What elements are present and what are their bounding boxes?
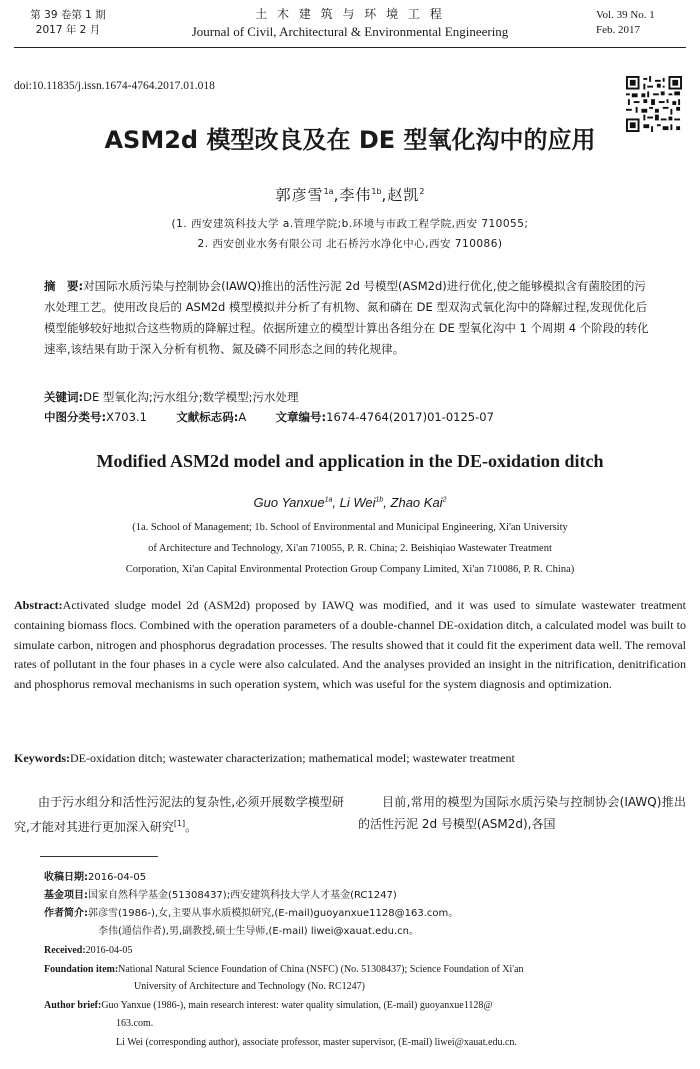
received-date-en: 2016-04-05 xyxy=(85,945,133,956)
author-brief-text-en: Guo Yanxue (1986-), main research interest: water quality simulation, (E-mail) guoyanxue1128@ xyxy=(101,1000,493,1011)
journal-name-cn: 土 木 建 筑 与 环 境 工 程 xyxy=(255,7,445,21)
received-label-en: Received: xyxy=(44,945,86,956)
author-brief-label-cn: 作者简介: xyxy=(44,908,88,919)
author-brief-text-cn: 郭彦雪(1986-),女,主要从事水质模拟研究,(E-mail)guoyanxue1128@163.com。 xyxy=(88,908,459,919)
journal-name-en: Journal of Civil, Architectural & Environmental Engineering xyxy=(191,24,509,39)
abstract-cn xyxy=(44,276,656,360)
author-list-en: Guo Yanxue$^{1a}$, Li Wei$^{1b}$, Zhao Kai$^2$ xyxy=(253,495,447,510)
footnote-author-cn-2: 李伟(通信作者),男,副教授,硕士生导师,(E-mail) liwei@xauat.edu.cn。 xyxy=(98,926,419,937)
article-number-value: 1674-4764(2017)01-0125-07 xyxy=(326,410,494,424)
running-head-volume xyxy=(18,8,118,38)
keywords-text-en: DE-oxidation ditch; wastewater characterization; mathematical model; wastewater treatment xyxy=(70,751,515,765)
received-date-cn: 2016-04-05 xyxy=(88,872,147,883)
fund-text-en: National Natural Science Foundation of China (NSFC) (No. 51308437); Science Foundation of Xi'an xyxy=(118,964,524,975)
footnote-received-en xyxy=(44,943,684,958)
keywords-label-en: Keywords: xyxy=(14,751,70,765)
affiliation-line: (1a. School of Management; 1b. School of Environmental and Municipal Engineering, Xi'an University xyxy=(132,522,568,533)
footnote-divider xyxy=(40,856,158,857)
author-list-cn: 郭彦雪$^{1a}$,李伟$^{1b}$,赵凯$^2$ xyxy=(275,186,425,204)
keywords-label-cn: 关键词: xyxy=(44,390,84,404)
body-paragraph: 由于污水组分和活性污泥法的复杂性,必须开展数学模型研究,才能对其进行更加深入研究 xyxy=(14,795,344,834)
header-divider xyxy=(14,47,686,48)
keywords-cn xyxy=(44,387,656,408)
running-head-journal xyxy=(140,6,560,40)
author-brief-label-en: Author brief: xyxy=(44,1000,102,1011)
footnote-fund-en-2: University of Architecture and Technology (No. RC1247) xyxy=(134,981,366,992)
affiliation-line: 2. 西安创业水务有限公司 北石桥污水净化中心,西安 710086) xyxy=(197,238,503,250)
body-paragraph-end: 。 xyxy=(185,820,198,834)
fund-label-en: Foundation item: xyxy=(44,964,119,975)
footnote-author-en-3: Li Wei (corresponding author), associate professor, master supervisor, (E-mail) liwei@xauat.edu.cn. xyxy=(116,1037,517,1048)
author-affiliation-mark: 2 xyxy=(419,187,425,196)
footnote-received-cn xyxy=(44,870,684,885)
fund-label-cn: 基金项目: xyxy=(44,890,88,901)
author-affiliation-mark: 1b xyxy=(375,496,384,504)
date-en: Feb. 2017 xyxy=(596,24,640,36)
body-paragraph: 目前,常用的模型为国际水质污染与控制协会(IAWQ)推出的活性污泥 2d 号模型(ASM2d),各国 xyxy=(358,795,686,831)
abstract-text-en: Activated sludge model 2d (ASM2d) proposed by IAWQ was modified, and it was used to simulate wastewater treatment containing biomass flocs. Combined with the operation parameters of a double-channel DE-oxidation ditch, a calculated model was built to simulate carbon, nitrogen and phosphorus degradation processes. The results showed that it could fit the experiment data well. The removal rates of pollutant in the four phases in a cycle were also calculated. And the analyses provided an insight in the nitrification, denitrification and phosphorus removal mechanisms in such operation system, which was useful for the system diagnosis and optimization. xyxy=(14,598,686,692)
author-affiliation-mark: 1b xyxy=(371,187,382,196)
author-name: Li Wei xyxy=(339,495,376,510)
clc-label: 中图分类号: xyxy=(44,410,107,424)
doc-code-value: A xyxy=(238,410,247,424)
running-head-volume-en xyxy=(596,8,682,38)
paper-title-en: Modified ASM2d model and application in the DE-oxidation ditch xyxy=(96,451,604,471)
date-cn: 2017 年 2 月 xyxy=(35,24,101,36)
footnote-author-en-2: 163.com. xyxy=(116,1018,154,1029)
author-name: Zhao Kai xyxy=(390,495,443,510)
doc-code-label: 文献标志码: xyxy=(176,410,239,424)
volume-issue-en: Vol. 39 No. 1 xyxy=(596,9,655,21)
author-affiliation-mark: 1a xyxy=(324,496,333,504)
volume-issue-cn: 第 39 卷第 1 期 xyxy=(30,9,106,21)
footnote-author-en xyxy=(44,998,684,1013)
author-name: Guo Yanxue xyxy=(253,495,325,510)
keywords-text-cn: DE 型氧化沟;污水组分;数学模型;污水处理 xyxy=(83,390,299,404)
affiliation-line: Corporation, Xi'an Capital Environmental Protection Group Company Limited, Xi'an 710086, P. R. China) xyxy=(125,564,575,575)
author-affiliation-mark: 1a xyxy=(323,187,334,196)
clc-value: X703.1 xyxy=(106,410,147,424)
body-column-left xyxy=(14,791,344,838)
author-name: 李伟 xyxy=(339,186,372,204)
affiliation-line: of Architecture and Technology, Xi'an 710055, P. R. China; 2. Beishiqiao Wastewater Treatment xyxy=(148,543,552,554)
author-name: 郭彦雪 xyxy=(275,186,324,204)
abstract-label-cn: 摘 要: xyxy=(44,279,84,293)
citation-ref: [1] xyxy=(173,819,186,828)
article-number-label: 文章编号: xyxy=(275,410,327,424)
footnote-fund-cn xyxy=(44,888,684,903)
footnote-author-cn xyxy=(44,906,684,921)
paper-title-cn: ASM2d 模型改良及在 DE 型氧化沟中的应用 xyxy=(104,126,596,154)
author-affiliation-mark: 2 xyxy=(442,496,447,504)
abstract-label-en: Abstract: xyxy=(14,598,63,612)
abstract-en xyxy=(14,596,686,695)
abstract-text-cn: 对国际水质污染与控制协会(IAWQ)推出的活性污泥 2d 号模型(ASM2d)进行优化,使之能够模拟含有菌胶团的污水处理工艺。使用改良后的 ASM2d 模型模拟并分析了有机物、氮和磷在 DE 型双沟式氧化沟中的降解过程,发现优化后模型能够较好地拟合这些物质的降解过程。依据所建立的模型计算出各组分在 DE 型氧化沟中 1 个周期 4 个阶段的转化速率,该结果有助于深入分析有机物、氮及磷不同形态之间的转化规律。 xyxy=(44,279,649,356)
keywords-en xyxy=(14,751,686,766)
body-column-right xyxy=(358,791,686,835)
fund-text-cn: 国家自然科学基金(51308437);西安建筑科技大学人才基金(RC1247) xyxy=(88,890,397,901)
affiliation-line: (1. 西安建筑科技大学 a.管理学院;b.环境与市政工程学院,西安 710055; xyxy=(171,218,529,230)
author-name: 赵凯 xyxy=(387,186,420,204)
footnote-fund-en xyxy=(44,962,684,977)
received-label-cn: 收稿日期: xyxy=(44,872,88,883)
doi: doi:10.11835/j.issn.1674-4764.2017.01.018 xyxy=(14,80,215,92)
classification-line xyxy=(44,407,656,428)
